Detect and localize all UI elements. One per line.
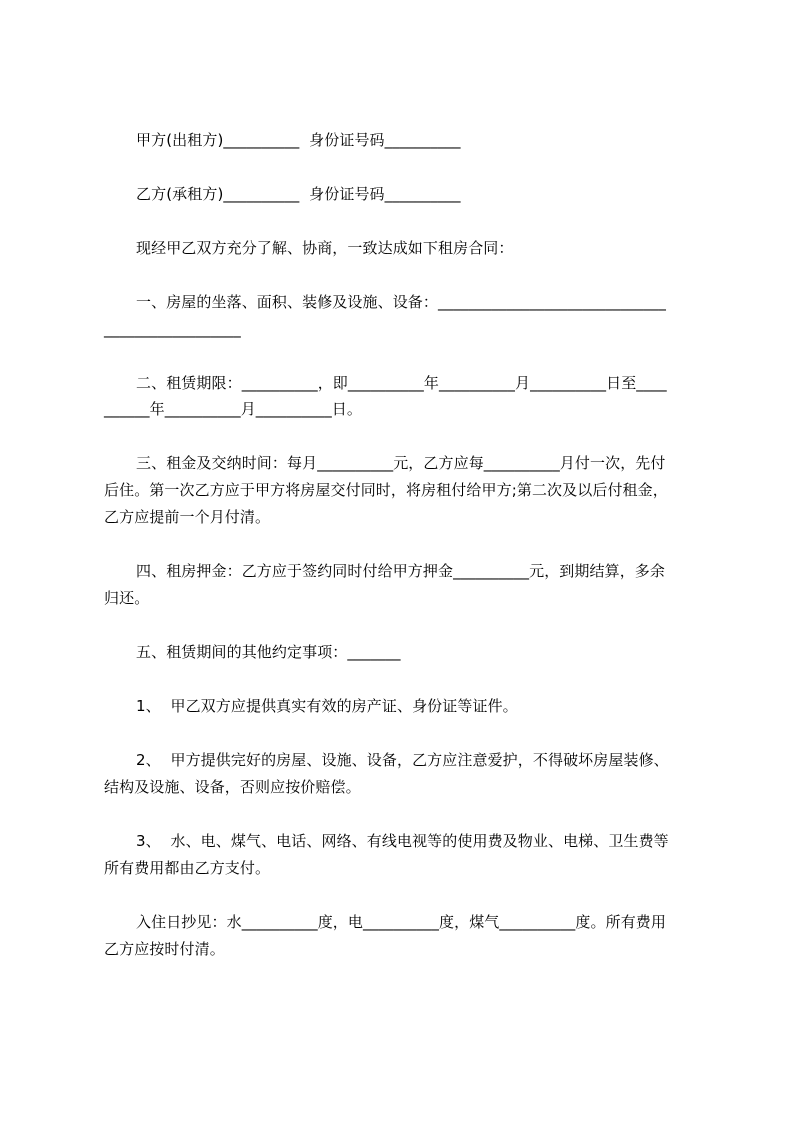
clause-3-line-1: 三、租金及交纳时间：每月__________元，乙方应每__________月付一次，先付 [136, 454, 666, 472]
item-2-line-1: 2、 甲方提供完好的房屋、设施、设备，乙方应注意爱护，不得破坏房屋装修、 [136, 751, 669, 769]
clause-4-line-1: 四、租房押金：乙方应于签约同时付给甲方押金__________元，到期结算，多余 [136, 562, 666, 580]
clause-3-line-2: 后住。第一次乙方应于甲方将房屋交付同时，将房租付给甲方;第二次及以后付租金， [104, 481, 668, 499]
clause-1-line-2: __________________ [104, 320, 241, 338]
item-3-line-1: 3、 水、电、煤气、电话、网络、有线电视等的使用费及物业、电梯、卫生费等 [136, 832, 669, 850]
clause-3-line-3: 乙方应提前一个月付清。 [104, 508, 271, 526]
item-3-line-2: 所有费用都由乙方支付。 [104, 859, 271, 877]
clause-2-line-2: ______年__________月__________日。 [104, 400, 363, 418]
clause-1-line-1: 一、房屋的坐落、面积、装修及设施、设备：______________________________ [136, 293, 667, 311]
item-1-line: 1、 甲乙双方应提供真实有效的房产证、身份证等证件。 [136, 697, 518, 715]
clause-4-line-2: 归还。 [104, 589, 150, 607]
item-2-line-2: 结构及设施、设备，否则应按价赔偿。 [104, 778, 361, 796]
clause-5-line: 五、租赁期间的其他约定事项：_______ [136, 643, 401, 661]
party-b-line: 乙方(承租方)__________ 身份证号码__________ [136, 185, 461, 203]
meter-reading-line-2: 乙方应按时付清。 [104, 940, 225, 958]
meter-reading-line-1: 入住日抄见：水__________度，电__________度，煤气__________度。所有费用 [136, 913, 667, 931]
intro-line: 现经甲乙双方充分了解、协商，一致达成如下租房合同： [136, 239, 514, 257]
clause-2-line-1: 二、租赁期限：__________，即__________年__________月__________日至____ [136, 374, 667, 392]
party-a-line: 甲方(出租方)__________ 身份证号码__________ [136, 131, 461, 149]
